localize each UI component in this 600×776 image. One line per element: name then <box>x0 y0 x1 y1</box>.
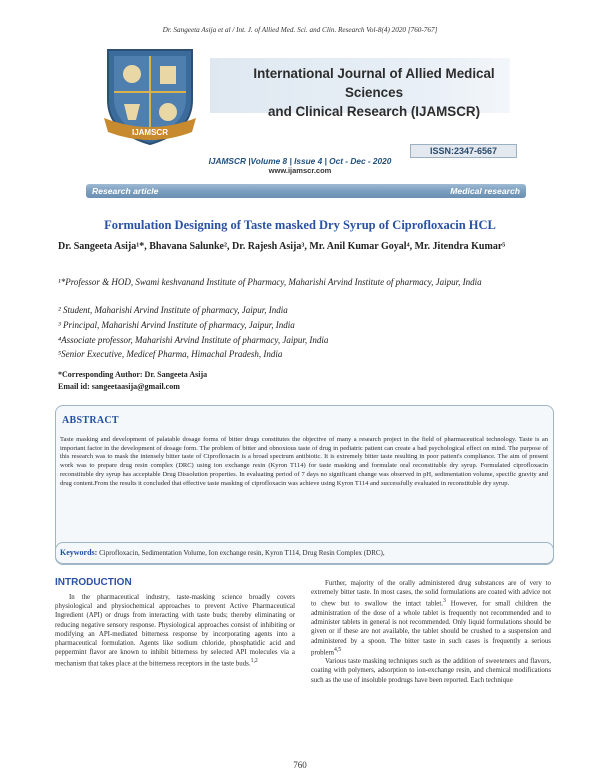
keywords: Keywords: Ciprofloxacin, Sedimentation Volume, Ion exchange resin, Kyron T114, Drug Resin Complex (DRC), <box>60 548 385 557</box>
intro-right-column: Further, majority of the orally administered drug substances are of very to extremely bitter taste. In most cases, the solid formulations are coated with advice not to chew but to swallow the intact tablet.$^3$ However, for small children the administration of the dose of a whole tablet is frequently not recommended and to administer tablets in general is not recommended. Only liquid formulations should be given or if these are not available, the tablet should be crushed to a suspension and administered by a spoon. The bitter taste in such cases is frequently a serious problem$^{4,5}$ Various taste masking techniques such as the addition of sweeteners and flavors, coating with polymers, adsorption to ion-exchange resin, and chemical modifications such as the use of insoluble prodrugs have been reported. Each technique <box>311 580 551 684</box>
intro-left-column: In the pharmaceutical industry, taste-masking science broadly covers physiological and physiochemical approaches to prevent Active Pharmaceutical Ingredient (API) or drugs from interacting with taste buds; thereby eliminating or reducing negative sensory response. Physiological approaches consist of inhibiting or modifying an API-mediated bitterness response by incorporating agents into a pharmaceutical formulation. Agents like sodium chloride, phosphatidic acid and peppermint flavor are known to inhibit bitterness by selected API molecules via a mechanism that takes place at the bitterness receptors in the taste buds.$^{1,2}$ <box>55 594 295 668</box>
affiliation-3: ³ Principal, Maharishi Arvind Institute of pharmacy, Jaipur, India <box>58 320 295 330</box>
introduction-heading: INTRODUCTION <box>55 577 132 588</box>
logo-text: IJAMSCR <box>131 128 169 137</box>
abstract-text: Taste masking and development of palatable dosage forms of bitter drugs constitutes the objective of many a research project in the field of pharmaceutical technology. Taste is an important factor in the development of dosage form. The problem of bitter and obnoxious taste of drug in pediatric patient can create a bad psychological effect on mind. The purpose of this research was to mask the intensely bitter taste of Ciprofloxacin is a broad spectrum antibiotic. It is extremely bitter taste resulting in poor patient's compliance. The aim of present work was to prepare drug resin complex (DRC) using ion exchange resin (Kyron T114) for taste masking and formulate oral reconstituble dry syrup. Formulated ciprofloxacin reconstituble dry syrup has acceptable Drug Dissolution properties. In evaluating period of 7 days no significant change was observed in pH, sedimentation volume, specific gravity and drug content.From the results it concluded that effective taste masking of ciprofloxacin was achieve using Kyron T114 and successfully evaluated in reconstituble dry syrup. <box>60 436 548 487</box>
volume-issue: IJAMSCR |Volume 8 | Issue 4 | Oct - Dec - 2020 <box>208 156 392 166</box>
affiliation-2: ² Student, Maharishi Arvind Institute of pharmacy, Jaipur, India <box>58 305 288 315</box>
page-number: 760 <box>293 760 307 770</box>
corresponding-email: Email id: sangeetaasija@gmail.com <box>58 382 180 391</box>
abstract-heading: ABSTRACT <box>62 415 119 426</box>
article-type-label: Research article <box>92 186 159 196</box>
affiliation-4: ⁴Associate professor, Maharishi Arvind Institute of pharmacy, Jaipur, India <box>58 335 329 345</box>
journal-title: International Journal of Allied Medical Sciences and Clinical Research (IJAMSCR) <box>253 66 495 119</box>
corresponding-author: *Corresponding Author: Dr. Sangeeta Asija <box>58 370 208 379</box>
journal-logo-icon <box>100 40 200 148</box>
email-link[interactable]: sangeetaasija@gmail.com <box>89 382 180 391</box>
journal-website-link[interactable]: www.ijamscr.com <box>268 166 332 175</box>
author-list: Dr. Sangeeta Asija¹*, Bhavana Salunke², Dr. Rajesh Asija³, Mr. Anil Kumar Goyal⁴, Mr. Jitendra Kumar⁵ <box>58 241 506 252</box>
affiliation-5: ⁵Senior Executive, Medicef Pharma, Himachal Pradesh, India <box>58 349 283 359</box>
issn-badge: ISSN:2347-6567 <box>410 144 517 158</box>
affiliation-1: ¹*Professor & HOD, Swami keshvanand Institute of Pharmacy, Maharishi Arvind Institute of pharmacy, Jaipur, India <box>58 277 482 287</box>
subject-area-label: Medical research <box>450 186 520 196</box>
article-title: Formulation Designing of Taste masked Dry Syrup of Ciprofloxacin HCL <box>104 218 496 232</box>
running-head: Dr. Sangeeta Asija et al / Int. J. of Allied Med. Sci. and Clin. Research Vol-8(4) 2020 [760-767] <box>162 26 438 34</box>
